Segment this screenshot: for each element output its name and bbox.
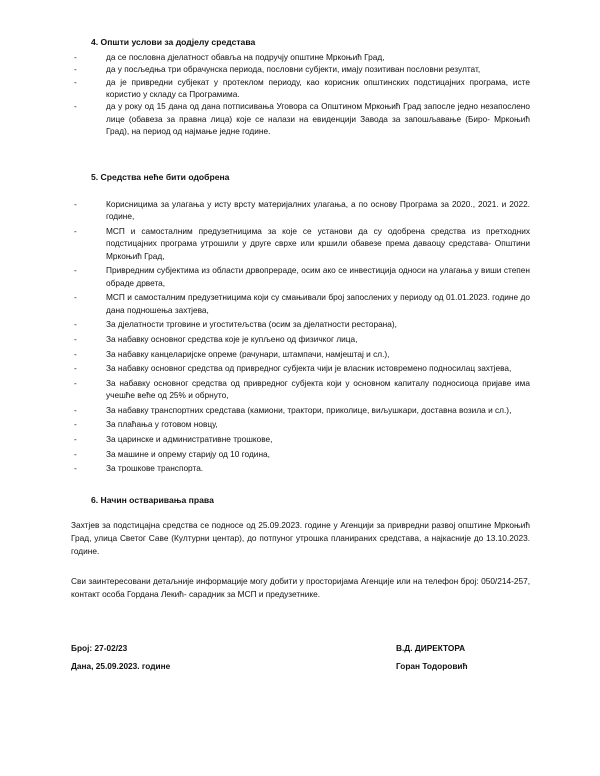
bullet-dash: - [74, 319, 77, 330]
bullet-dash: - [74, 64, 77, 75]
bullet-dash: - [74, 448, 77, 459]
document-number: Број: 27-02/23 [71, 643, 128, 653]
list-item: - За набавку транспортних средстава (камиони, трактори, приколице, виљушкари, доставна возила и сл.), [74, 404, 512, 415]
bullet-dash: - [74, 419, 77, 430]
section-6-title: 6. Начин остваривања права [91, 495, 214, 505]
list-item: - За трошкове транспорта. [74, 463, 204, 474]
list-item: - да у року од 15 дана од дана потписивања Уговора са Општином Мркоњић Град запосле једно незапослено лице (обавеза за правна лица) које се налази на евиденцији Завода за запошљавање (Биро- Мркоњић Град), на период од најмање једне године. [74, 101, 530, 137]
bullet-dash: - [74, 348, 77, 359]
list-item: - да се пословна дјелатност обавља на подручју општине Мркоњић Град, [74, 52, 385, 62]
list-item: - Корисницима за улагања у исту врсту материјалних улагања, а по основу Програма за 2020., 2021. и 2022. године, [74, 199, 530, 222]
bullet-dash: - [74, 292, 77, 303]
bullet-dash: - [74, 404, 77, 415]
bullet-dash: - [74, 52, 77, 62]
list-item: - да је привредни субјекат у протеклом периоду, као корисник општинских подстицајних програма, исте користио у складу са Програмима. [74, 76, 530, 100]
bullet-dash: - [74, 199, 77, 209]
list-item: - За набавку канцеларијске опреме (рачунари, штампачи, намјештај и сл.), [74, 348, 390, 359]
bullet-dash: - [74, 225, 77, 236]
list-item: - За набавку основног средства од привредног субјекта чији је власник истовремено подносилац захтјева, [74, 363, 512, 374]
section-4-list [64, 51, 530, 137]
bullet-dash: - [74, 363, 77, 374]
list-item: - За набавку основног средства које је купљено од физичког лица, [74, 333, 358, 344]
bullet-dash: - [74, 265, 77, 276]
section-4-title: 4. Општи услови за додјелу средстава [91, 37, 256, 47]
section-5-list [64, 198, 530, 475]
document-date: Дана, 25.09.2023. године [71, 661, 171, 671]
list-item: - МСП и самосталним предузетницима који су смањивали број запослених у периоду од 01.01.2023. године до дана подношења захтјева, [74, 292, 530, 315]
signatory-position: В.Д. ДИРЕКТОРА [396, 643, 466, 653]
bullet-dash: - [74, 463, 77, 474]
section-6-paragraph-1: Захтјев за подстицајна средства се подносе од 25.09.2023. године у Агенцији за привредни развој општине Мркоњић Град, улица Светог Саве (Културни центар), до потпуног утрошка планираних средстава, а најкасније до 13.10.2023. године. [71, 520, 530, 557]
bullet-dash: - [74, 434, 77, 445]
list-item: - За дјелатности трговине и угоститељства (осим за дјелатности ресторана), [74, 319, 397, 330]
section-6-paragraph-2: Сви заинтересовани детаљније информације могу добити у просторијама Агенције или на телефон број: 050/214-257, контакт особа Гордана Лекић- сарадник за МСП и предузетнике. [71, 576, 530, 600]
list-item: - За набавку основног средства од привредног субјекта који у основном капиталу подносиоца пријаве има учешће веће од 25% и обрнуто, [74, 377, 530, 401]
bullet-dash: - [74, 76, 77, 87]
list-item: - Привредним субјектима из области дрвопрераде, осим ако се инвестиција односи на улагања у виши степен обраде дрвета, [74, 265, 530, 288]
list-item: - За царинске и административне трошкове, [74, 434, 273, 445]
list-item: - да у посљедња три обрачунска периода, пословни субјекти, имају позитиван пословни резултат, [74, 64, 481, 75]
list-item: - За машине и опрему старију од 10 година, [74, 448, 270, 459]
bullet-dash: - [74, 377, 77, 388]
signatory-name: Горан Тодоровић [396, 661, 468, 671]
list-item: - За плаћања у готовом новцу, [74, 419, 218, 430]
bullet-dash: - [74, 333, 77, 344]
list-item: - МСП и самосталним предузетницима за које се установи да су одобрена средства из претходних подстицајних програма утрошили у друге сврхе или кршили обавезе према даваоцу средстава- Општини Мркоњић Град, [74, 225, 530, 261]
bullet-dash: - [74, 101, 77, 112]
section-5-title: 5. Средства неће бити одобрена [91, 172, 230, 182]
